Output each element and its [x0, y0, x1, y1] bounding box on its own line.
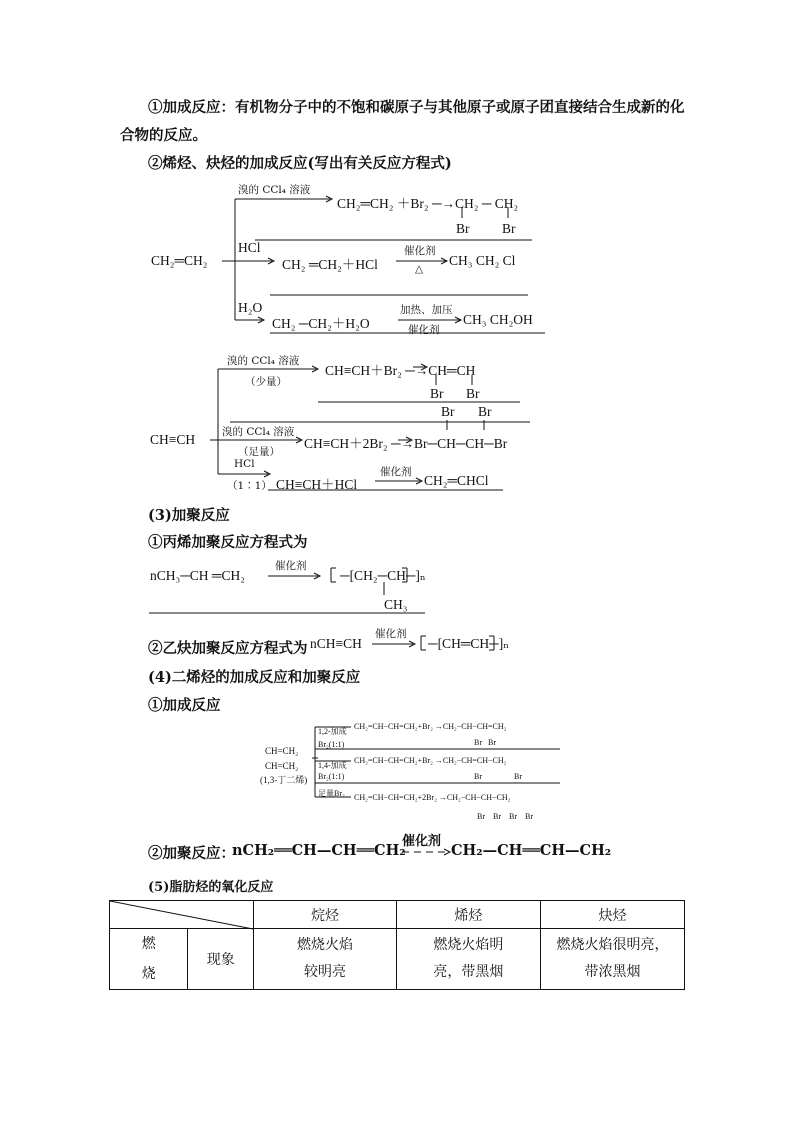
- cell-alkane: [254, 929, 397, 990]
- diene-addition-label: ①加成反应: [148, 697, 221, 714]
- ethylene-hcl-lhs: CH₂ ═CH₂＋HCl: [282, 257, 378, 272]
- header-alkyne: 炔烃: [540, 901, 684, 929]
- diene-r2-sub: Br Br: [474, 772, 522, 781]
- diene-polymer-rhs: CH₂—CH══CH—CH₂: [451, 842, 612, 859]
- definition-line-1: ①加成反应：有机物分子中的不饱和碳原子与其他原子或原子团直接结合生成新的化: [148, 99, 685, 116]
- diene-r2-condition-1: 1,4-加成: [318, 761, 347, 770]
- acetylene-hcl-catalyst: 催化剂: [380, 466, 412, 478]
- section-heading-addition: ②烯烃、炔烃的加成反应(写出有关反应方程式): [148, 155, 452, 172]
- definition-line-2: 合物的反应。: [120, 127, 207, 144]
- cell-alkene-line-1: 燃烧火焰明: [433, 937, 504, 953]
- header-alkane: 烷烃: [254, 901, 397, 929]
- acetylene-polymer-label: ②乙炔加聚反应方程式为: [148, 640, 308, 657]
- cell-alkyne-line-1: 燃烧火焰很明亮，: [556, 937, 669, 953]
- cell-alkene: [396, 929, 540, 990]
- propene-polymer-methyl: CH₃: [384, 597, 408, 612]
- row-label-phenomenon: 现象: [188, 929, 254, 990]
- acetylene-br2-excess-top-2: Br: [478, 404, 492, 419]
- cell-alkyne: [540, 929, 684, 990]
- acetylene-br2-less-sub-1: Br: [430, 386, 444, 401]
- acetylene-hcl-ratio: （1∶1）: [227, 480, 272, 492]
- acetylene-hcl-condition: HCl: [234, 458, 255, 470]
- acetylene-br2-less-sub-2: Br: [466, 386, 480, 401]
- acetylene-reactant: CH≡CH: [150, 432, 196, 447]
- table-corner-cell: [110, 901, 254, 929]
- propene-polymer-rhs: ─[CH₂─CH─]ₙ: [340, 568, 426, 583]
- section-heading-diene: (4)二烯烃的加成反应和加聚反应: [148, 669, 361, 686]
- propene-polymer-lhs: nCH₃─CH ═CH₂: [150, 568, 245, 583]
- ethylene-br2-sub-br-1: Br: [456, 221, 470, 236]
- combustion-table: [109, 900, 685, 990]
- acetylene-br2-excess-amount: （足量）: [238, 446, 280, 458]
- diene-r1-condition-2: Br₂(1:1): [318, 740, 345, 749]
- butadiene-ch-1: CH=CH₂: [265, 746, 299, 756]
- row-head-char-1: 燃: [141, 936, 156, 952]
- acetylene-polymer-catalyst: 催化剂: [375, 628, 407, 640]
- diene-r3-condition: 足量Br₂: [318, 789, 345, 798]
- ethylene-hcl-catalyst: 催化剂: [404, 245, 436, 257]
- propene-polymer-label: ①丙烯加聚反应方程式为: [148, 534, 308, 551]
- diene-r2-equation: CH₂=CH−CH=CH₂+Br₂ →CH₂−CH=CH−CH₂: [354, 756, 507, 765]
- butadiene-ch-2: CH=CH₂: [265, 761, 299, 771]
- ethylene-hcl-rhs: CH₃ CH₂ Cl: [449, 253, 516, 268]
- ethylene-br2-sub-br-2: Br: [502, 221, 516, 236]
- acetylene-polymer-rhs: ─[CH═CH─]ₙ: [428, 636, 510, 651]
- acetylene-br2-less-condition: 溴的 CCl₄ 溶液: [227, 355, 300, 367]
- propene-polymer-catalyst: 催化剂: [275, 560, 307, 572]
- diene-r2-condition-2: Br₂(1:1): [318, 772, 345, 781]
- ethylene-h2o-condition: H₂O: [238, 300, 263, 315]
- ethylene-h2o-lhs: CH₂ ─CH₂＋H₂O: [272, 316, 370, 331]
- ethylene-reactant: CH₂═CH₂: [151, 253, 208, 268]
- ethylene-hcl-condition: HCl: [238, 240, 261, 255]
- diene-polymer-lhs: nCH₂══CH—CH══CH₂: [232, 842, 406, 859]
- acetylene-br2-excess-top-1: Br: [441, 404, 455, 419]
- acetylene-br2-less-amount: （少量）: [245, 376, 287, 388]
- ethylene-br2-condition: 溴的 CCl₄ 溶液: [238, 184, 311, 196]
- diene-polymer-catalyst: 催化剂: [402, 834, 442, 849]
- acetylene-br2-excess-equation: CH≡CH＋2Br₂ ─→Br─CH─CH─Br: [304, 436, 508, 451]
- diene-r1-condition-1: 1,2-加成: [318, 727, 347, 736]
- section-heading-polymerization: (3)加聚反应: [148, 507, 230, 524]
- ethylene-h2o-condition-top: 加热、加压: [400, 304, 453, 316]
- row-head-char-2: 烧: [141, 966, 156, 982]
- acetylene-br2-less-equation: CH≡CH＋Br₂ ─→CH═CH: [325, 363, 476, 378]
- diene-r3-sub: Br Br Br Br: [477, 812, 533, 821]
- acetylene-polymer-lhs: nCH≡CH: [310, 636, 362, 651]
- butadiene-name: (1,3-丁二烯): [260, 775, 308, 785]
- cell-alkyne-line-2: 带浓黑烟: [584, 964, 641, 980]
- section-heading-oxidation: (5)脂肪烃的氧化反应: [148, 880, 274, 895]
- header-alkene: 烯烃: [396, 901, 540, 929]
- diene-polymer-label: ②加聚反应：: [148, 845, 235, 862]
- ethylene-h2o-rhs: CH₃ CH₂OH: [463, 312, 533, 327]
- ethylene-h2o-catalyst: 催化剂: [408, 324, 440, 336]
- acetylene-hcl-rhs: CH₂═CHCl: [424, 473, 489, 488]
- acetylene-br2-excess-condition: 溴的 CCl₄ 溶液: [222, 426, 295, 438]
- diene-r3-equation: CH₂=CH−CH=CH₂+2Br₂ →CH₂−CH−CH−CH₂: [354, 793, 511, 802]
- row-head-combustion: [110, 929, 188, 990]
- cell-alkane-line-2: 较明亮: [303, 964, 346, 980]
- cell-alkene-line-2: 亮，带黑烟: [433, 964, 504, 980]
- cell-alkane-line-1: 燃烧火焰: [296, 937, 353, 953]
- ethylene-hcl-heat: △: [415, 263, 424, 275]
- ethylene-br2-equation: CH₂═CH₂ ＋Br₂ ─→CH₂ ─ CH₂: [337, 196, 519, 211]
- diene-r1-sub: Br Br: [474, 738, 496, 747]
- acetylene-hcl-lhs: CH≡CH＋HCl: [276, 477, 358, 492]
- diene-r1-equation: CH₂=CH−CH=CH₂+Br₂ →CH₂−CH−CH=CH₂: [354, 722, 507, 731]
